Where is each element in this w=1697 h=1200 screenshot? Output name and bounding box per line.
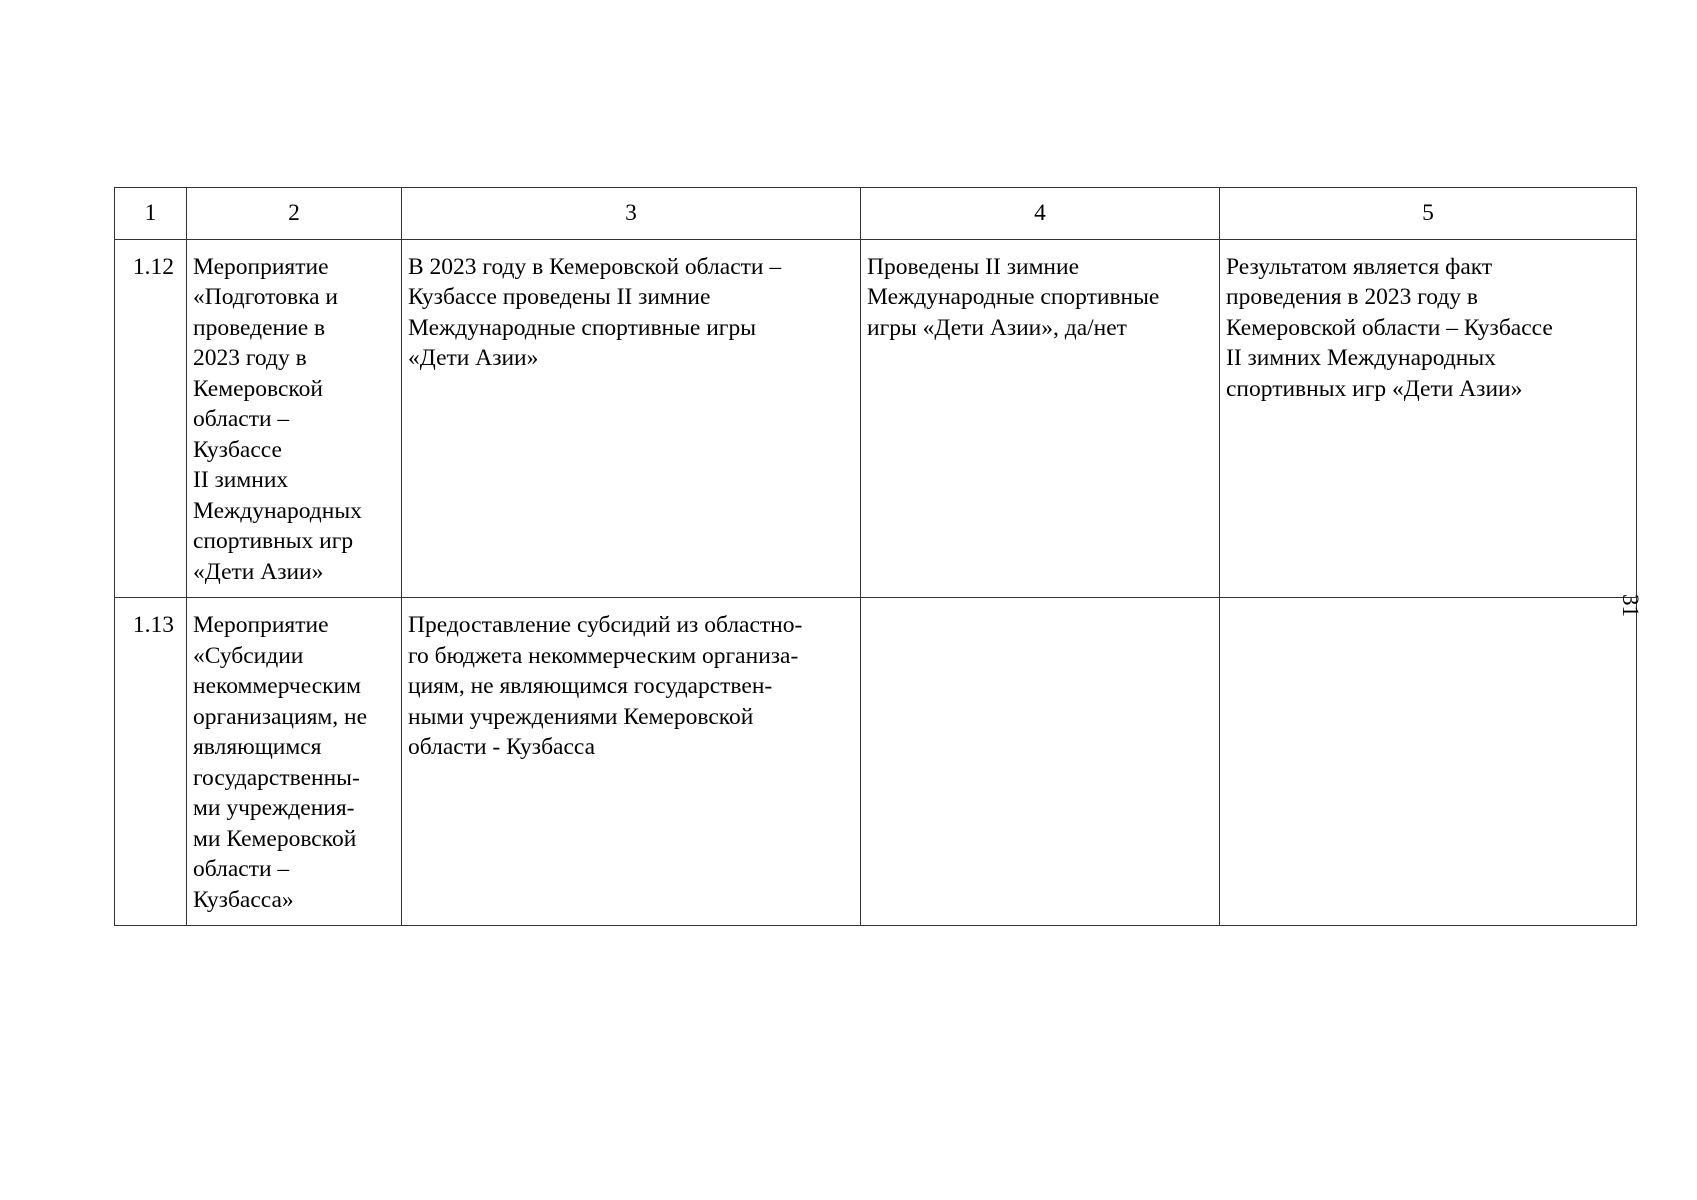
page-number: 31 <box>1618 594 1643 617</box>
result <box>1220 598 1637 926</box>
table-row <box>115 239 1637 598</box>
column-header-5: 5 <box>1220 188 1637 240</box>
measures-table <box>114 187 1637 926</box>
indicator <box>861 598 1220 926</box>
row-number: 1.12 <box>115 239 187 598</box>
activity-name: Мероприятие «Подготовка и проведение в 2023 году в Кемеровской области – Кузбассе II зимних Международных спортивных игр «Дети Азии» <box>187 239 402 598</box>
activity-description: В 2023 году в Кемеровской области – Кузбассе проведены II зимние Международные спортивные игры «Дети Азии» <box>402 239 861 598</box>
indicator: Проведены II зимние Международные спортивные игры «Дети Азии», да/нет <box>861 239 1220 598</box>
column-header-3: 3 <box>402 188 861 240</box>
row-number: 1.13 <box>115 598 187 926</box>
table-row <box>115 598 1637 926</box>
activity-name: Мероприятие «Субсидии некоммерческим организациям, не являющимся государственны- ми учреждения- ми Кемеровской области – Кузбасса» <box>187 598 402 926</box>
result: Результатом является факт проведения в 2023 году в Кемеровской области – Кузбассе II зимних Международных спортивных игр «Дети Азии» <box>1220 239 1637 598</box>
column-header-4: 4 <box>861 188 1220 240</box>
activity-description: Предоставление субсидий из областно- го бюджета некоммерческим организа- циям, не являющимся государствен- ными учреждениями Кемеровской области - Кузбасса <box>402 598 861 926</box>
column-header-1: 1 <box>115 188 187 240</box>
header-row <box>115 188 1637 240</box>
column-header-2: 2 <box>187 188 402 240</box>
